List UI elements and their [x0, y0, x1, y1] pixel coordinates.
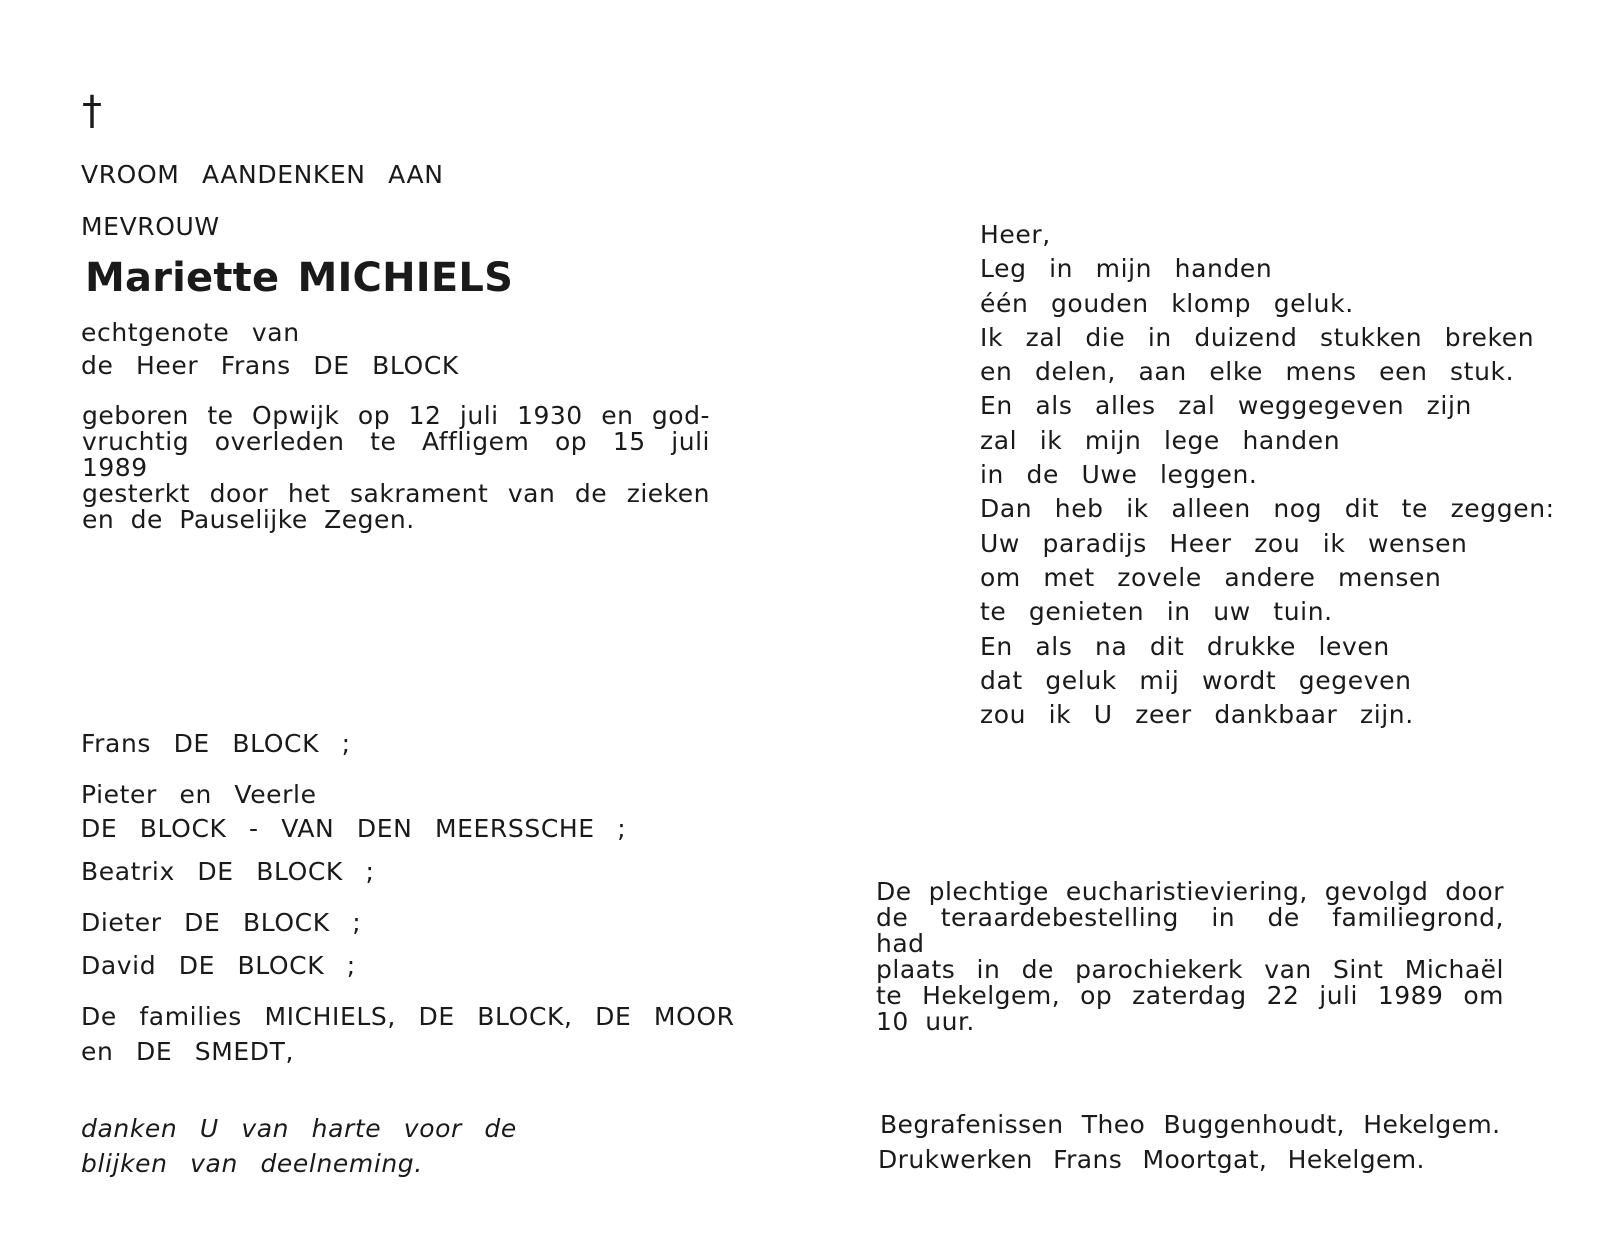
prayer-line: Dan heb ik alleen nog dit te zeggen:	[980, 494, 1555, 524]
family-member-1: Frans DE BLOCK ;	[81, 729, 351, 758]
families-line-1: De families MICHIELS, DE BLOCK, DE MOOR	[81, 1002, 735, 1031]
salutation: MEVROUW	[81, 212, 220, 241]
memorial-title: VROOM AANDENKEN AAN	[81, 160, 444, 189]
biography-line: gesterkt door het sakrament van de zieken	[82, 479, 710, 508]
funeral-line: de teraardebestelling in de familiegrond, had	[876, 903, 1504, 958]
biography-line: geboren te Opwijk op 12 juli 1930 en god-	[82, 401, 710, 430]
prayer-line: Uw paradijs Heer zou ik wensen	[980, 528, 1468, 558]
family-member-2-line-1: Pieter en Veerle	[81, 780, 317, 809]
prayer-line: zal ik mijn lege handen	[980, 425, 1341, 455]
funeral-line: plaats in de parochiekerk van Sint Michaël	[876, 955, 1504, 984]
prayer-poem	[980, 218, 1555, 732]
undertaker-credit: Begrafenissen Theo Buggenhoudt, Hekelgem.	[880, 1110, 1501, 1139]
cross-symbol: †	[82, 88, 102, 134]
relation-line-2: de Heer Frans DE BLOCK	[81, 351, 459, 380]
prayer-line: dat geluk mij wordt gegeven	[980, 665, 1412, 695]
prayer-line: Ik zal die in duizend stukken breken	[980, 322, 1535, 352]
relation-line-1: echtgenote van	[81, 318, 300, 347]
funeral-line: 10 uur.	[876, 1007, 975, 1036]
prayer-line: één gouden klomp geluk.	[980, 288, 1354, 318]
prayer-line: zou ik U zeer dankbaar zijn.	[980, 700, 1414, 730]
funeral-details-block	[876, 879, 1504, 1035]
funeral-line: te Hekelgem, op zaterdag 22 juli 1989 om	[876, 981, 1504, 1010]
family-member-4: Dieter DE BLOCK ;	[81, 908, 362, 937]
family-member-5: David DE BLOCK ;	[81, 951, 356, 980]
prayer-line: te genieten in uw tuin.	[980, 597, 1333, 627]
families-line-2: en DE SMEDT,	[81, 1037, 295, 1066]
funeral-line: De plechtige eucharistieviering, gevolgd door	[876, 877, 1504, 906]
prayer-line: En als na dit drukke leven	[980, 631, 1390, 661]
prayer-line: in de Uwe leggen.	[980, 460, 1258, 490]
prayer-line: Leg in mijn handen	[980, 254, 1273, 284]
thanks-line-1: danken U van harte voor de	[81, 1114, 517, 1143]
deceased-name: Mariette MICHIELS	[85, 255, 514, 301]
prayer-line: Heer,	[980, 220, 1051, 249]
biography-block	[82, 403, 710, 533]
thanks-line-2: blijken van deelneming.	[81, 1149, 423, 1178]
family-member-2-line-2: DE BLOCK - VAN DEN MEERSSCHE ;	[81, 814, 627, 843]
prayer-line: om met zovele andere mensen	[980, 562, 1442, 592]
family-member-3: Beatrix DE BLOCK ;	[81, 857, 375, 886]
prayer-line: En als alles zal weggegeven zijn	[980, 391, 1472, 421]
prayer-line: en delen, aan elke mens een stuk.	[980, 357, 1515, 387]
biography-line: vruchtig overleden te Affligem op 15 juli 1989	[82, 427, 710, 482]
biography-line: en de Pauselijke Zegen.	[82, 505, 415, 534]
printer-credit: Drukwerken Frans Moortgat, Hekelgem.	[878, 1145, 1425, 1174]
